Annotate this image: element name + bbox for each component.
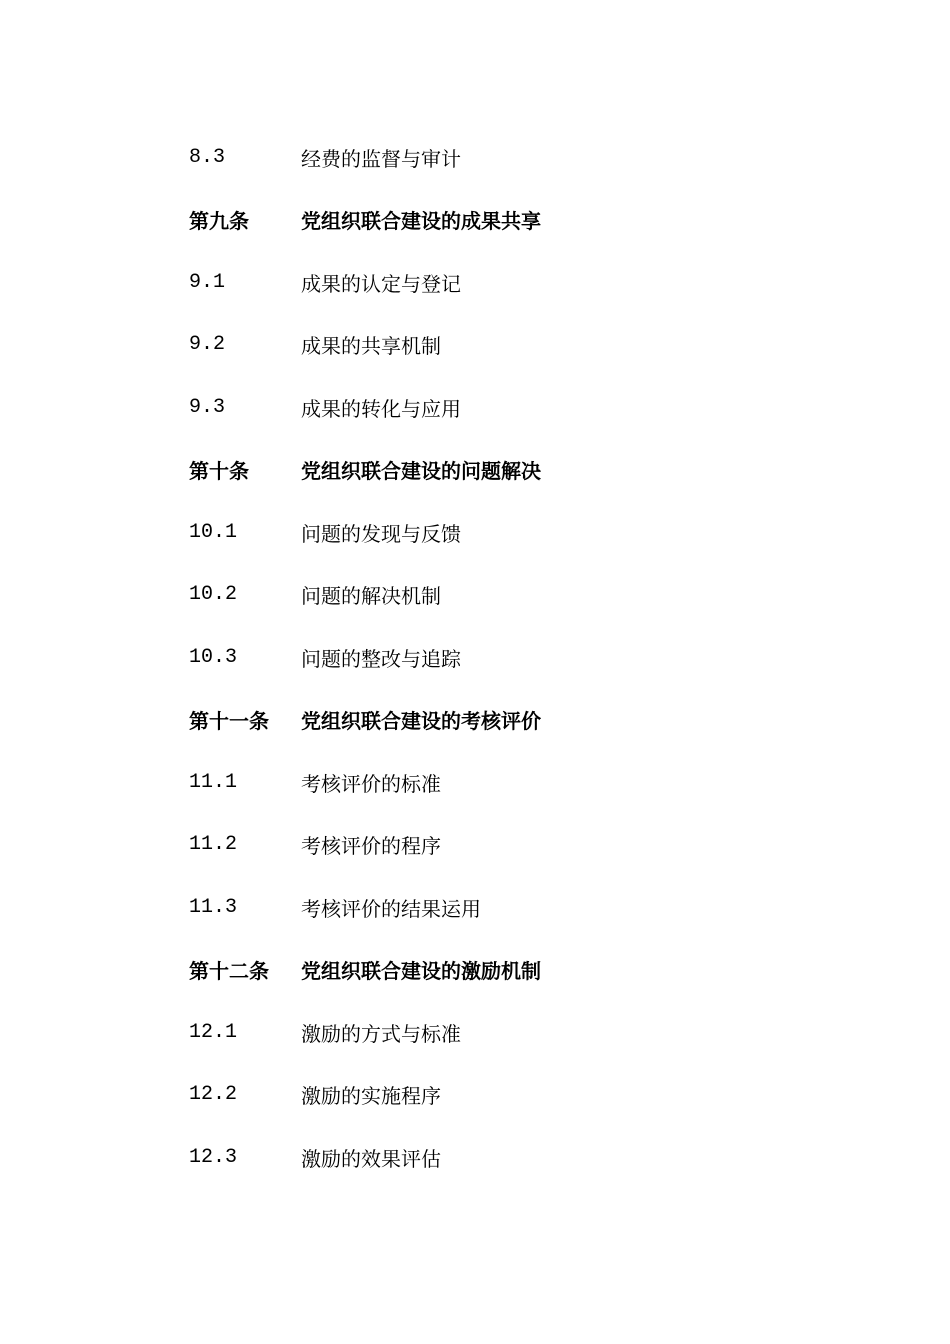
section-title: 问题的发现与反馈 [301, 521, 461, 546]
toc-row-12-1 [189, 1001, 829, 1064]
table-of-contents [189, 126, 829, 1189]
section-title: 问题的整改与追踪 [301, 646, 461, 671]
toc-row-11-2 [189, 814, 829, 877]
section-number: 12.3 [189, 1145, 238, 1169]
section-number: 9.3 [189, 395, 226, 419]
toc-row-11-3 [189, 876, 829, 939]
toc-row-10-3 [189, 626, 829, 689]
section-number: 11.2 [189, 833, 238, 857]
section-number: 12.2 [189, 1083, 238, 1107]
article-title: 党组织联合建设的激励机制 [301, 959, 541, 984]
article-title: 党组织联合建设的问题解决 [301, 459, 541, 484]
toc-row-12-3 [189, 1126, 829, 1189]
toc-row-article-11 [189, 689, 829, 752]
article-number: 第九条 [189, 209, 249, 234]
toc-row-article-10 [189, 439, 829, 502]
toc-row-10-1 [189, 501, 829, 564]
article-number: 第十条 [189, 459, 249, 484]
section-number: 9.2 [189, 333, 226, 357]
section-title: 考核评价的结果运用 [301, 896, 481, 921]
toc-row-9-1 [189, 251, 829, 314]
section-title: 激励的方式与标准 [301, 1021, 461, 1046]
section-number: 11.1 [189, 770, 238, 794]
section-number: 9.1 [189, 270, 226, 294]
section-title: 成果的转化与应用 [301, 396, 461, 421]
section-number: 11.3 [189, 895, 238, 919]
section-title: 问题的解决机制 [301, 584, 441, 609]
toc-row-article-12 [189, 939, 829, 1002]
toc-row-9-2 [189, 314, 829, 377]
toc-row-8-3 [189, 126, 829, 189]
toc-row-11-1 [189, 751, 829, 814]
section-number: 10.3 [189, 645, 238, 669]
toc-row-10-2 [189, 564, 829, 627]
section-number: 12.1 [189, 1020, 238, 1044]
section-title: 考核评价的标准 [301, 771, 441, 796]
toc-row-9-3 [189, 376, 829, 439]
section-title: 激励的实施程序 [301, 1084, 441, 1109]
section-title: 考核评价的程序 [301, 834, 441, 859]
section-title: 成果的认定与登记 [301, 271, 461, 296]
article-number: 第十一条 [189, 709, 269, 734]
toc-row-article-9 [189, 189, 829, 252]
section-number: 8.3 [189, 145, 226, 169]
section-title: 成果的共享机制 [301, 334, 441, 359]
section-title: 经费的监督与审计 [301, 146, 461, 171]
toc-row-12-2 [189, 1064, 829, 1127]
section-title: 激励的效果评估 [301, 1146, 441, 1171]
article-title: 党组织联合建设的考核评价 [301, 709, 541, 734]
article-number: 第十二条 [189, 959, 269, 984]
article-title: 党组织联合建设的成果共享 [301, 209, 541, 234]
section-number: 10.1 [189, 520, 238, 544]
section-number: 10.2 [189, 583, 238, 607]
